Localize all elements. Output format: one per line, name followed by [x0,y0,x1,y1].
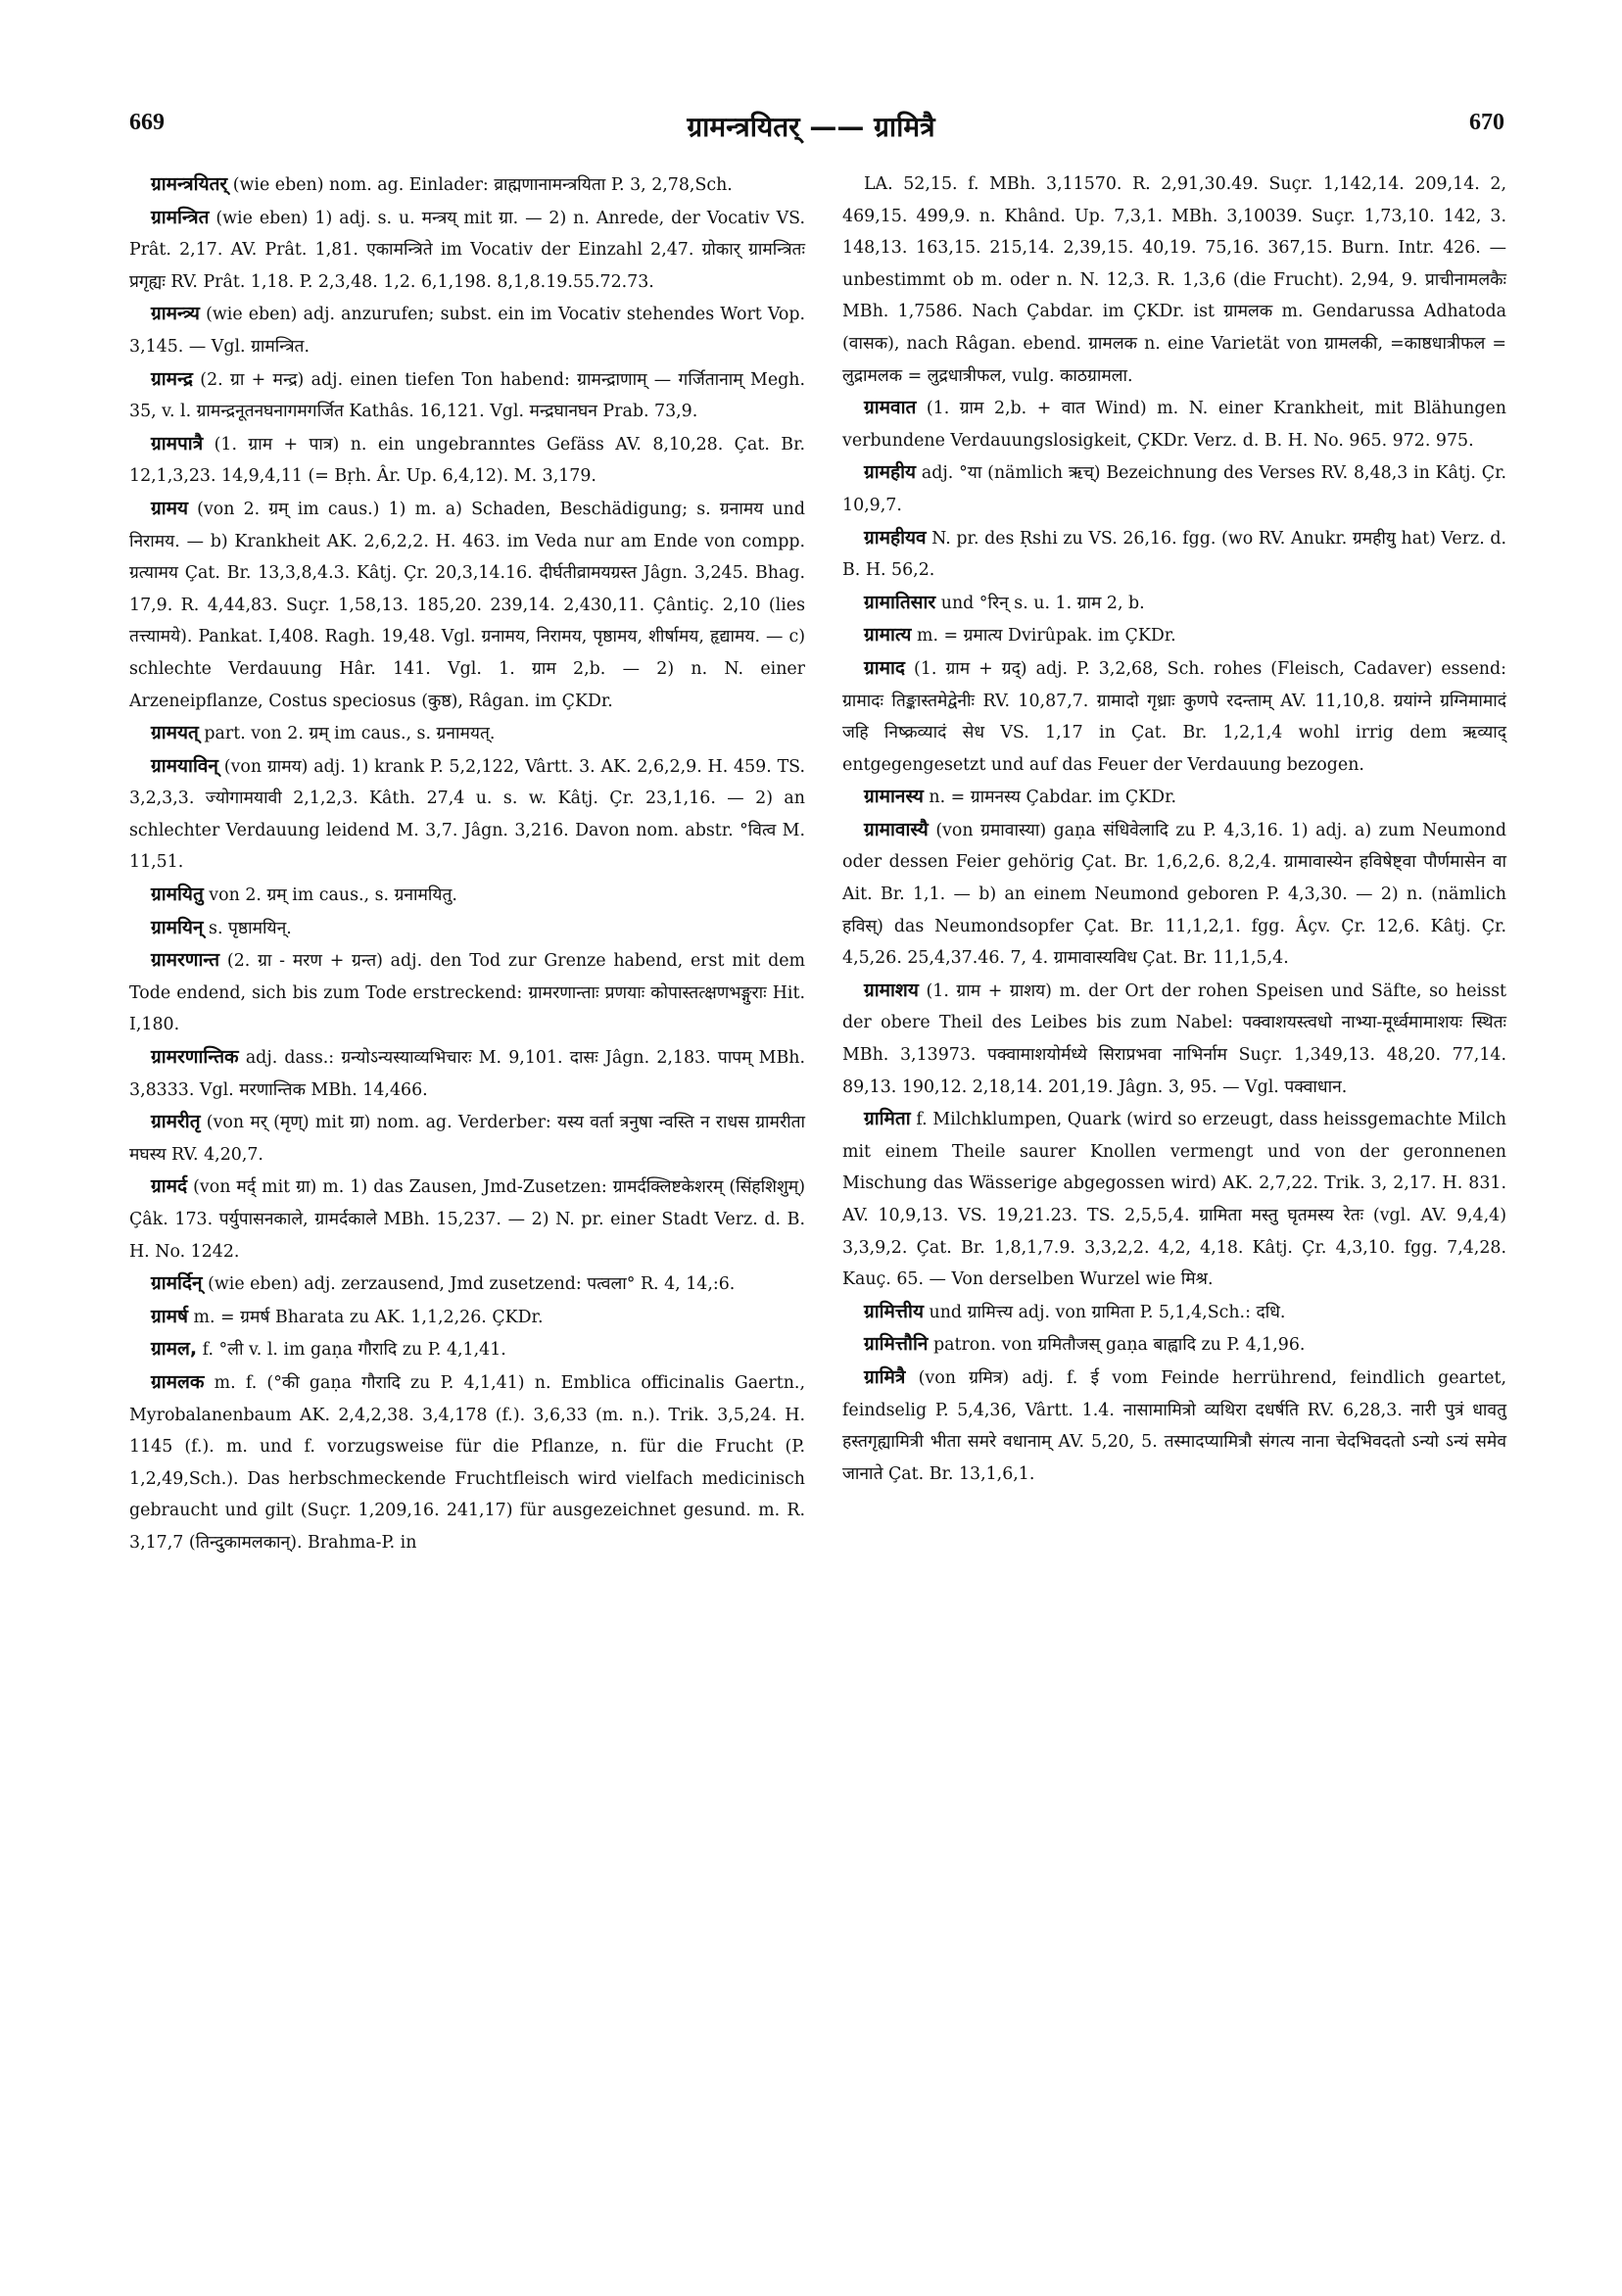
entry-headword: ग्रामहीयव [864,526,927,549]
dictionary-entry [129,1268,805,1301]
entry-headword: ग्रामन्त्रित [151,206,210,228]
dictionary-entry [129,1366,805,1559]
entry-text: n. = ग्रामनस्य Çabdar. im ÇKDr. [923,788,1177,808]
entry-text: LA. 52,15. f. MBh. 3,11570. R. 2,91,30.49. Suçr. 1,142,14. 209,14. 2, 469,15. 499,9. n. Khând. Up. 7,3,1. MBh. 3,10039. Suçr. 1,73,10. 142, 3. 148,13. 163,15. 215,14. 2,39,15. 40,19. 75,16. 367,15. Burn. Intr. 426. — unbestimmt ob m. oder n. N. 12,3. R. 1,3,6 (die Frucht). 2,94, 9. प्राचीनामलकैः MBh. 1,7586. Nach Çabdar. im ÇKDr. ist ग्रामलक m. Gendarussa Adhatoda (वासक), nach Râgan. ebend. ग्रामलक n. eine Varietät von ग्रामलकी, =काष्ठधात्रीफल = लुद्रामलक = लुद्रधात्रीफल, vulg. काठग्रामला. [842,174,1506,386]
dictionary-entry [842,168,1506,392]
dictionary-entry [129,879,805,912]
dictionary-entry [129,912,805,945]
entry-text: (wie eben) 1) adj. s. u. मन्त्रय् mit ग्रा. — 2) n. Anrede, der Vocativ VS. Prât. 2,17. AV. Prât. 1,81. एकामन्त्रिते im Vocativ der Einzahl 2,47. ग्रोकार् ग्रामन्त्रितः प्रगृह्यः RV. Prât. 1,18. P. 2,3,48. 1,2. 6,1,198. 8,1,8.19.55.72.73. [129,208,805,292]
dictionary-entry [129,1106,805,1171]
entry-headword: ग्रामयाविन् [151,754,218,777]
page-number-left: 669 [129,110,165,135]
entry-headword: ग्रामन्द्र [151,367,193,390]
dictionary-entry [842,814,1506,975]
entry-headword: ग्रामर्ष [151,1305,188,1327]
entry-headword: ग्रामय [151,497,189,519]
right-column [842,168,1506,1490]
entry-headword: ग्रामित्तीय [864,1300,924,1322]
entry-text: (wie eben) nom. ag. Einlader: व्राह्मणानामन्त्रयिता P. 3, 2,78,Sch. [227,175,733,195]
dictionary-entry [842,1296,1506,1329]
entry-headword: ग्रामवात [864,397,917,419]
dictionary-entry [129,428,805,493]
dictionary-entry [842,1328,1506,1362]
dictionary-entry [842,652,1506,781]
entry-headword: ग्रामहीय [864,461,917,484]
dictionary-entry [129,944,805,1041]
entry-text: (wie eben) adj. anzurufen; subst. ein im Vocativ stehendes Wort Vop. 3,145. — Vgl. ग्रामन्त्रित. [129,305,805,357]
entry-text: (1. ग्राम + पात्र) n. ein ungebranntes Gefäss AV. 8,10,28. Çat. Br. 12,1,3,23. 14,9,4,11 (= Bṛh. Âr. Up. 6,4,12). M. 3,179. [129,434,805,487]
entry-text: (2. ग्रा + मन्द्र) adj. einen tiefen Ton habend: ग्रामन्द्राणाम् — गर्जितानाम् Megh. 35, v. l. ग्रामन्द्रनूतनघनागमगर्जित Kathâs. 16,121. Vgl. मन्द्रघानघन Prab. 73,9. [129,369,805,422]
entry-text: patron. von ग्रमितौजस् gaṇa बाह्वादि zu P. 4,1,96. [928,1335,1306,1356]
dictionary-entry [842,619,1506,652]
entry-text: N. pr. des Ṛshi zu VS. 26,16. fgg. (wo RV. Anukr. ग्रमहीयु hat) Verz. d. B. H. 56,2. [842,528,1506,581]
entry-text: (wie eben) adj. zerzausend, Jmd zusetzend: पत्वला° R. 4, 14,:6. [202,1274,736,1295]
dictionary-entry [842,1103,1506,1296]
entry-text: (von मर् (मृण्) mit ग्रा) nom. ag. Verderber: यस्य वर्ता त्रनुषा न्वस्ति न राधस ग्रामरीता मघस्य RV. 4,20,7. [129,1113,805,1165]
entry-text: s. पृष्ठामयिन्. [203,918,292,938]
dictionary-entry [129,202,805,299]
entry-headword: ग्रामरीतृ [151,1111,201,1133]
entry-text: part. von 2. ग्रम् im caus., s. ग्रनामयत्. [198,724,496,744]
entry-headword: ग्रामातिसार [864,591,936,613]
entry-headword: ग्रामर्दिन् [151,1272,203,1295]
running-head: ग्रामन्त्रयितर् —— ग्रामित्रै [687,111,935,143]
dictionary-entry [129,1301,805,1334]
dictionary-entry [842,781,1506,814]
entry-headword: ग्रामावास्यै [864,818,929,840]
entry-text: (2. ग्रा - मरण + ग्रन्त) adj. den Tod zur Grenze habend, erst mit dem Tode endend, sich bis zum Tode erstreckend: ग्रामरणान्ताः प्रणयाः कोपास्तत्क्षणभङ्गुराः Hit. I,180. [129,951,805,1035]
entry-headword: ग्रामित्रै [864,1365,906,1388]
entry-headword: ग्रामाद [864,656,906,679]
entry-text: f. Milchklumpen, Quark (wird so erzeugt, dass heissgemachte Milch mit einem Theile saurer Knollen vermengt und von der geronnenen Mischung das Wässerige abgegossen wird) AK. 2,7,22. Trik. 3, 2,17. H. 831. AV. 10,9,13. VS. 19,21.23. TS. 2,5,5,4. ग्रामिता मस्तु घृतमस्य रेतः (vgl. AV. 9,4,4) 3,3,9,2. Çat. Br. 1,8,1,7.9. 3,3,2,2. 4,2, 4,18. Kâtj. Çr. 4,3,10. fgg. 7,4,28. Kauç. 65. — Von derselben Wurzel wie मिश्र. [842,1110,1506,1290]
dictionary-entry [129,717,805,750]
dictionary-entry [129,168,805,202]
dictionary-entry [842,587,1506,620]
entry-headword: ग्रामयितु [151,884,204,906]
dictionary-entry [129,1171,805,1268]
dictionary-entry [129,298,805,362]
entry-text: von 2. ग्रम् im caus., s. ग्रनामयितु. [203,885,457,906]
entry-text: m. = ग्रमात्य Dvirûpak. im ÇKDr. [911,626,1176,646]
entry-text: (von ग्रमित्र) adj. f. ई vom Feinde herrührend, feindlich geartet, feindselig P. 5,4,36, Vârtt. 1.4. नासामामित्रो व्यथिरा दधर्षति RV. 6,28,3. नारी पुत्रं धावतु हस्तगृह्यामित्री भीता समरे वधानाम् AV. 5,20, 5. तस्मादप्यामित्रौ संगत्य नाना चेदभिवदतो ऽन्यो ऽन्यं समेव जानाते Çat. Br. 13,1,6,1. [842,1367,1506,1484]
entry-text: (1. ग्राम + ग्रद्) adj. P. 3,2,68, Sch. rohes (Fleisch, Cadaver) essend: ग्रामादः तिङ्कास्तमेद्वेनीः RV. 10,87,7. ग्रामादो गृध्राः कुणपे रदन्ताम् AV. 11,10,8. ग्रयांग्ने ग्रग्निमामादं जहि निष्क्रव्यादं सेध VS. 1,17 in Çat. Br. 1,2,1,4 wohl irrig dem ऋव्याद् entgegengesetzt und auf das Feuer der Verdauung bezogen. [842,658,1506,775]
entry-headword: ग्रामर्द [151,1175,188,1198]
page-number-right: 670 [1469,110,1504,135]
entry-headword: ग्रामयिन् [151,916,204,938]
entry-headword: ग्रामित्तौनि [864,1333,929,1356]
entry-text: und °रिन् s. u. 1. ग्राम 2, b. [935,593,1145,613]
entry-text: m. = ग्रमर्ष Bharata zu AK. 1,1,2,26. ÇKDr. [187,1307,544,1327]
dictionary-entry [129,1333,805,1366]
dictionary-entry [842,392,1506,456]
entry-text: (1. ग्राम 2,b. + वात Wind) m. N. einer Krankheit, mit Blähungen verbundene Verdauungslosigkeit, ÇKDr. Verz. d. B. H. No. 965. 972. 975. [842,399,1506,451]
entry-text: m. f. (°की gaṇa गौरादि zu P. 4,1,41) n. Emblica officinalis Gaertn., Myrobalanenbaum AK. 2,4,2,38. 3,4,178 (f.). 3,6,33 (m. n.). Trik. 3,5,24. H. 1145 (f.). m. und f. vorzugsweise für die Pflanze, n. für die Frucht (P. 1,2,49,Sch.). Das herbschmeckende Fruchtfleisch wird vielfach medicinisch gebraucht und gilt (Suçr. 1,209,16. 241,17) für ausgezeichnet gesund. m. R. 3,17,7 (तिन्दुकामलकान्). Brahma-P. in [129,1372,805,1553]
dictionary-entry [129,750,805,879]
entry-headword: ग्रामिता [864,1108,911,1130]
entry-text: (1. ग्राम + ग्राशय) m. der Ort der rohen Speisen und Säfte, so heisst der obere Theil des Leibes bis zum Nabel: पक्वाशयस्त्वधो नाभ्या-मूर्ध्वमामाशयः स्थितः MBh. 3,13973. पक्वामाशयोर्मध्ये सिराप्रभवा नाभिर्नाम Suçr. 1,349,13. 48,20. 77,14. 89,13. 190,12. 2,18,14. 201,19. Jâgn. 3, 95. — Vgl. पक्वाधान. [842,981,1506,1097]
dictionary-entry [842,975,1506,1103]
entry-headword: ग्रामात्य [864,624,912,646]
entry-text: adj. dass.: ग्रन्योऽन्यस्याव्यभिचारः M. 9,101. दासः Jâgn. 2,183. पापम् MBh. 3,8333. Vgl. मरणान्तिक MBh. 14,466. [129,1048,805,1100]
entry-headword: ग्रामन्त्रयितर् [151,173,228,195]
entry-headword: ग्रामल, [151,1338,198,1361]
entry-text: (von मर्द् mit ग्रा) m. 1) das Zausen, Jmd-Zusetzen: ग्रामर्दक्लिष्टकेशरम् (सिंहशिशुम्) Çâk. 173. पर्युपासनकाले, ग्रामर्दकाले MBh. 15,237. — 2) N. pr. einer Stadt Verz. d. B. H. No. 1242. [129,1177,805,1262]
entry-text: und ग्रामित्त्य adj. von ग्रामिता P. 5,1,4,Sch.: दधि. [924,1302,1286,1322]
entry-headword: ग्रामन्त्र्य [151,303,200,325]
dictionary-entry [129,1041,805,1106]
entry-text: f. °ली v. l. im gaṇa गौरादि zu P. 4,1,41. [197,1340,506,1361]
dictionary-entry [842,1362,1506,1490]
dictionary-entry [842,522,1506,587]
entry-headword: ग्रामाशय [864,979,919,1001]
entry-text: (von ग्रमावास्या) gaṇa संधिवेलादि zu P. 4,3,16. 1) adj. a) zum Neumond oder dessen Feier gehörig Çat. Br. 1,6,2,6. 8,2,4. ग्रामावास्येन हविषेष्ट्वा पौर्णमासेन वा Ait. Br. 1,1. — b) an einem Neumond geboren P. 4,3,30. — 2) n. (nämlich हविस्) das Neumondsopfer Çat. Br. 11,1,2,1. fgg. Âçv. Çr. 12,6. Kâtj. Çr. 4,5,26. 25,4,37.46. 7, 4. ग्रामावास्यविध Çat. Br. 11,1,5,4. [842,820,1506,969]
left-column [129,168,805,1559]
entry-headword: ग्रामरणान्त [151,949,220,972]
entry-headword: ग्रामयत् [151,722,199,744]
entry-headword: ग्रामलक [151,1370,205,1393]
entry-text: (von ग्रामय) adj. 1) krank P. 5,2,122, Vârtt. 3. AK. 2,6,2,9. H. 459. TS. 3,2,3,3. ज्योगामयावी 2,1,2,3. Kâth. 27,4 u. s. w. Kâtj. Çr. 23,1,16. — 2) an schlechter Verdauung leidend M. 3,7. Jâgn. 3,216. Davon nom. abstr. °वित्व M. 11,51. [129,756,805,873]
dictionary-entry [129,363,805,428]
entry-headword: ग्रामानस्य [864,786,924,808]
entry-headword: ग्रामरणान्तिक [151,1046,239,1069]
entry-text: adj. °या (nämlich ऋच्) Bezeichnung des Verses RV. 8,48,3 in Kâtj. Çr. 10,9,7. [842,463,1506,515]
dictionary-entry [842,456,1506,521]
page-header [0,110,1622,153]
entry-text: (von 2. ग्रम् im caus.) 1) m. a) Schaden, Beschädigung; s. ग्रनामय und निरामय. — b) Krankheit AK. 2,6,2,2. H. 463. im Veda nur am Ende von compp. ग्रत्यामय Çat. Br. 13,3,8,4.3. Kâtj. Çr. 20,3,14.16. दीर्घतीव्रामयग्रस्त Jâgn. 3,245. Bhag. 17,9. R. 4,44,83. Suçr. 1,58,13. 185,20. 239,14. 2,430,11. Çântiç. 2,10 (lies तत्त्यामये). Pankat. I,408. Ragh. 19,48. Vgl. ग्रनामय, निरामय, पृष्ठामय, शीर्षामय, हृद्यामय. — c) schlechte Verdauung Hâr. 141. Vgl. 1. ग्राम 2,b. — 2) n. N. einer Arzeneipflanze, Costus speciosus (कुष्ठ), Râgan. im ÇKDr. [129,499,805,711]
dictionary-entry [129,493,805,717]
entry-headword: ग्रामपात्रै [151,432,204,454]
